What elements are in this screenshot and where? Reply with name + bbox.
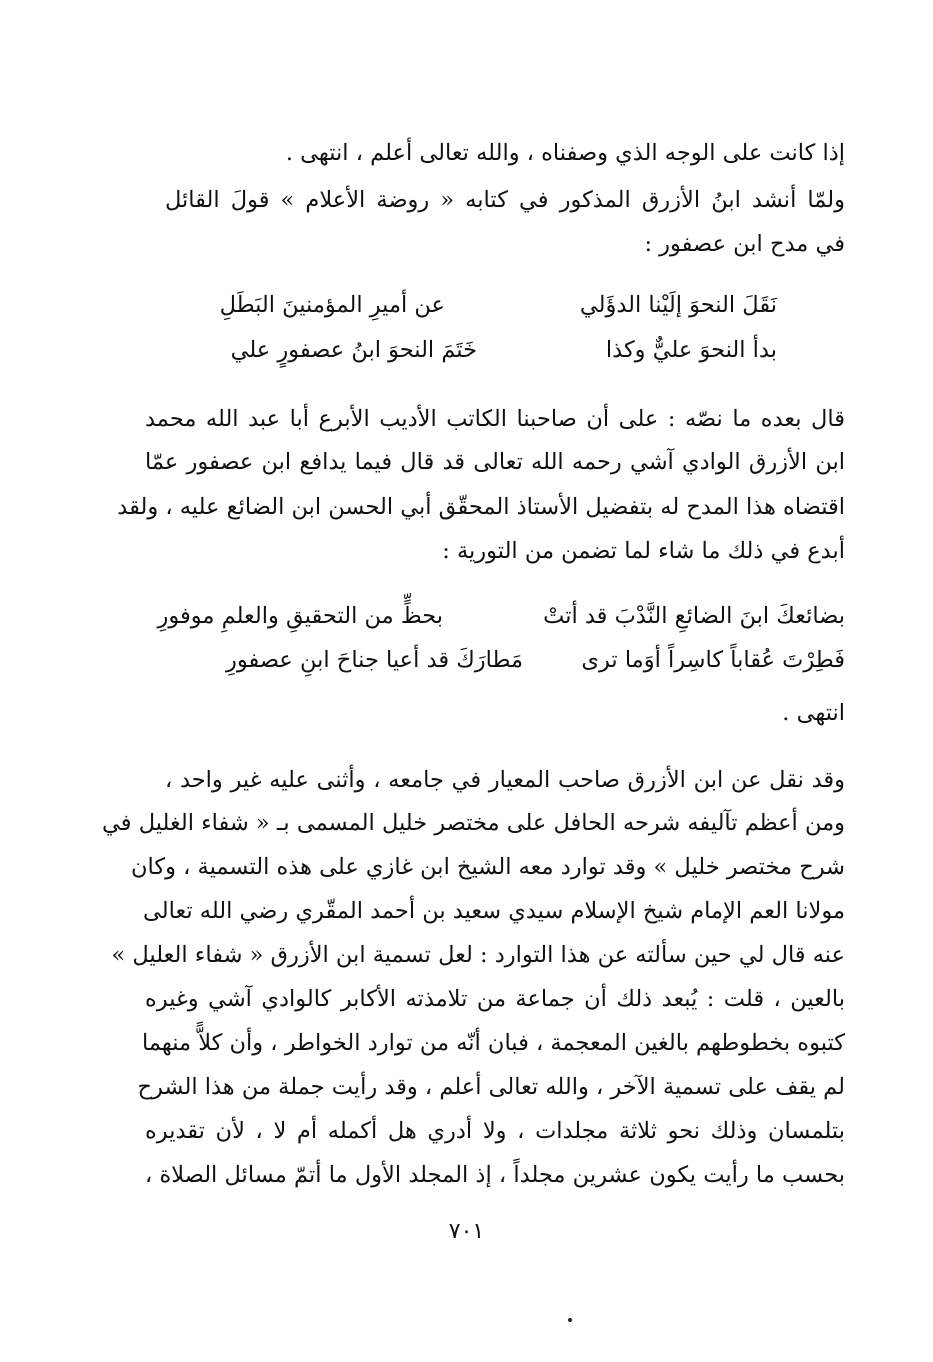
text-line: في مدح ابن عصفور :	[644, 231, 845, 257]
text-line: ابن الأزرق الوادي آشي رحمه الله تعالى قد قال فيما يدافع ابن عصفور عمّا	[145, 449, 845, 475]
text-line: عنه قال لي حين سألته عن هذا التوارد : لعل تسمية ابن الأزرق « شفاء العليل »	[111, 942, 845, 968]
text-line: ولمّا أنشد ابنُ الأزرق المذكور في كتابه « روضة الأعلام » قولَ القائل	[165, 187, 845, 213]
text-line: بالعين ، قلت : يُبعد ذلك أن جماعة من تلامذته الأكابر كالوادي آشي وغيره	[145, 986, 845, 1012]
text-line: قال بعده ما نصّه : على أن صاحبنا الكاتب الأديب الأبرع أبا عبد الله محمد	[145, 406, 845, 432]
text-line: مولانا العم الإمام شيخ الإسلام سيدي سعيد بن أحمد المقّري رضي الله تعالى	[143, 898, 845, 924]
verse-hemistich-second: مَطارَكَ قد أعيا جناحَ ابنِ عصفورِ	[226, 647, 523, 673]
text-line: كتبوه بخطوطهم بالغين المعجمة ، فبان أنّه من توارد الخواطر ، وأن كلاًّ منهما	[141, 1030, 845, 1056]
verse-hemistich-first: فَطِرْتَ عُقاباً كاسِراً أوَما ترى	[581, 647, 845, 673]
text-line: شرح مختصر خليل » وقد توارد معه الشيخ ابن غازي على هذه التسمية ، وكان	[131, 854, 845, 880]
page-number: ٧٠١	[448, 1219, 485, 1244]
print-mark	[568, 1318, 572, 1322]
text-line: إذا كانت على الوجه الذي وصفناه ، والله تعالى أعلم ، انتهى .	[285, 140, 845, 166]
verse-hemistich-first: نَقَلَ النحوَ إلَيْنا الدؤَلي	[579, 292, 777, 318]
text-line: بحسب ما رأيت يكون عشرين مجلداً ، إذ المجلد الأول ما أتمّ مسائل الصلاة ،	[145, 1162, 845, 1188]
text-line: لم يقف على تسمية الآخر ، والله تعالى أعلم ، وقد رأيت جملة من هذا الشرح	[137, 1074, 845, 1100]
closing-text: انتهى .	[782, 700, 845, 726]
verse-hemistich-first: بضائعكَ ابنَ الضائعِ النَّدْبَ قد أتتْ	[543, 603, 845, 629]
text-line: اقتضاه هذا المدح له بتفضيل الأستاذ المحقّق أبي الحسن ابن الضائع عليه ، ولقد	[117, 494, 845, 520]
verse-hemistich-first: بدأ النحوَ عليٌّ وكذا	[605, 337, 777, 363]
text-line: أبدع في ذلك ما شاء لما تضمن من التورية :	[442, 538, 845, 564]
verse-hemistich-second: بحظٍّ من التحقيقِ والعلمِ موفورِ	[157, 603, 443, 629]
text-line: بتلمسان وذلك نحو ثلاثة مجلدات ، ولا أدري هل أكمله أم لا ، لأن تقديره	[145, 1118, 845, 1144]
verse-hemistich-second: عن أميرِ المؤمنينَ البَطَلِ	[219, 292, 445, 318]
text-line: وقد نقل عن ابن الأزرق صاحب المعيار في جامعه ، وأثنى عليه غير واحد ،	[165, 767, 845, 793]
verse-hemistich-second: خَتَمَ النحوَ ابنُ عصفورٍ علي	[230, 337, 477, 363]
text-line: ومن أعظم تآليفه شرحه الحافل على مختصر خليل المسمى بـ « شفاء الغليل في	[102, 810, 845, 836]
